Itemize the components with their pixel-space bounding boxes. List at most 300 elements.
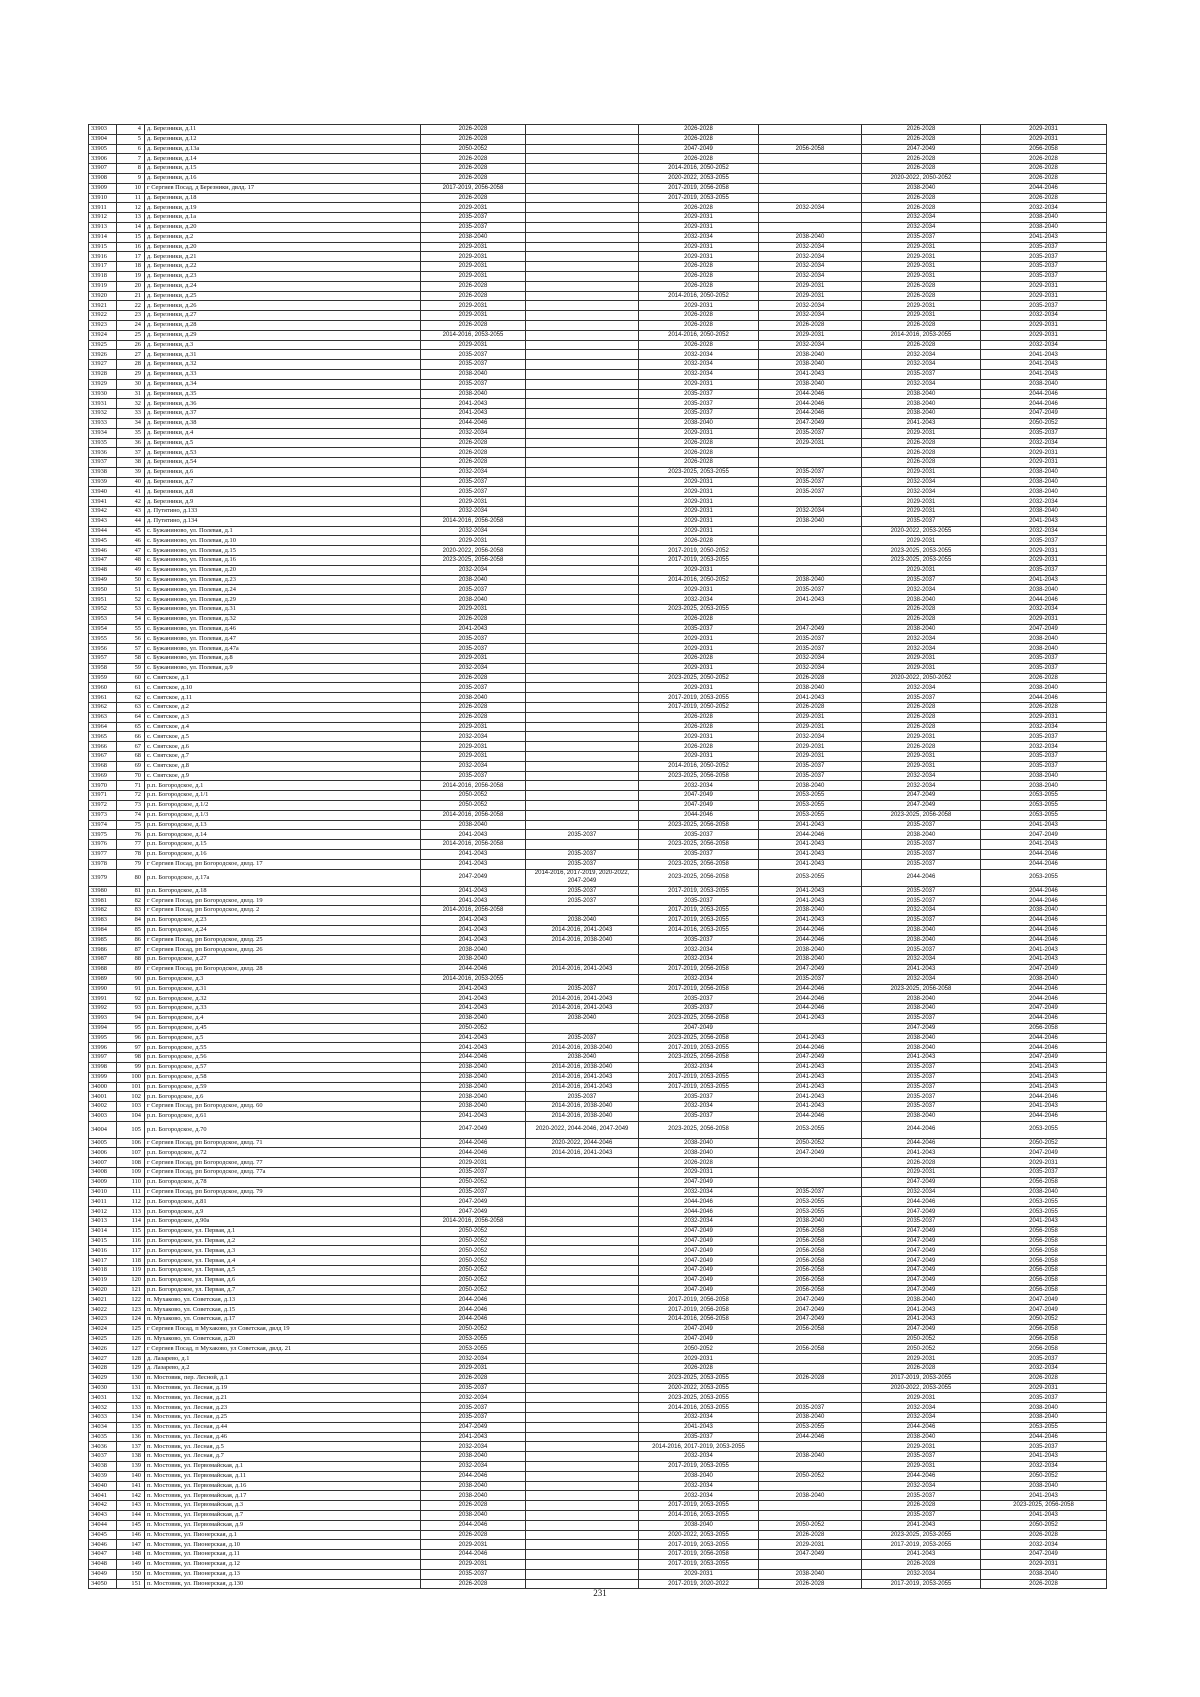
- period-5-cell: 2032-2034: [862, 955, 981, 965]
- record-id-cell: 33918: [89, 271, 117, 281]
- period-4-cell: [759, 1383, 862, 1393]
- period-4-cell: 2029-2031: [759, 281, 862, 291]
- period-3-cell: 2017-2019, 2056-2058: [639, 1550, 759, 1560]
- table-row: [89, 1364, 1107, 1374]
- period-2-cell: [526, 1432, 639, 1442]
- period-5-cell: 2038-2040: [862, 925, 981, 935]
- period-4-cell: 2044-2046: [759, 1004, 862, 1014]
- period-3-cell: 2035-2037: [639, 935, 759, 945]
- table-row: [89, 507, 1107, 517]
- row-number-cell: 55: [117, 624, 145, 634]
- address-cell: д. Березники, д.31: [145, 350, 421, 360]
- address-cell: п. Мостовик, ул. Пионерская, д.130: [145, 1579, 421, 1589]
- row-number-cell: 107: [117, 1148, 145, 1158]
- period-4-cell: 2032-2034: [759, 262, 862, 272]
- row-number-cell: 124: [117, 1315, 145, 1325]
- period-6-cell: 2044-2046: [981, 693, 1107, 703]
- period-5-cell: 2035-2037: [862, 849, 981, 859]
- record-id-cell: 33968: [89, 761, 117, 771]
- period-5-cell: 2029-2031: [862, 752, 981, 762]
- table-row: [89, 1452, 1107, 1462]
- period-1-cell: 2050-2052: [421, 1226, 526, 1236]
- period-1-cell: 2035-2037: [421, 222, 526, 232]
- table-row: [89, 935, 1107, 945]
- period-3-cell: 2017-2019, 2053-2055: [639, 1461, 759, 1471]
- period-2-cell: 2038-2040: [526, 1053, 639, 1063]
- period-1-cell: 2026-2028: [421, 125, 526, 135]
- period-4-cell: 2035-2037: [759, 644, 862, 654]
- address-cell: с. Бужаниново, ул. Полевая, д.16: [145, 556, 421, 566]
- address-cell: д. Березники, д.34: [145, 379, 421, 389]
- period-5-cell: 2038-2040: [862, 389, 981, 399]
- record-id-cell: 33999: [89, 1072, 117, 1082]
- address-cell: с. Святское, д.9: [145, 771, 421, 781]
- period-1-cell: 2041-2043: [421, 849, 526, 859]
- table-row: [89, 565, 1107, 575]
- record-id-cell: 34040: [89, 1481, 117, 1491]
- record-id-cell: 33919: [89, 281, 117, 291]
- period-5-cell: 2035-2037: [862, 1062, 981, 1072]
- period-4-cell: [759, 556, 862, 566]
- period-2-cell: [526, 330, 639, 340]
- period-2-cell: [526, 1540, 639, 1550]
- period-3-cell: 2032-2034: [639, 1102, 759, 1112]
- period-2-cell: [526, 1393, 639, 1403]
- table-row: [89, 1023, 1107, 1033]
- period-6-cell: 2044-2046: [981, 1092, 1107, 1102]
- period-5-cell: 2044-2046: [862, 869, 981, 886]
- table-row: [89, 614, 1107, 624]
- record-id-cell: 34020: [89, 1285, 117, 1295]
- period-1-cell: 2026-2028: [421, 1579, 526, 1589]
- period-4-cell: 2056-2058: [759, 1256, 862, 1266]
- address-cell: п. Мостовик, пер. Лесной, д.1: [145, 1373, 421, 1383]
- period-4-cell: 2041-2043: [759, 849, 862, 859]
- period-5-cell: 2020-2022, 2050-2052: [862, 673, 981, 683]
- table-row: [89, 1275, 1107, 1285]
- period-5-cell: 2032-2034: [862, 1481, 981, 1491]
- period-5-cell: 2038-2040: [862, 935, 981, 945]
- table-row: [89, 1569, 1107, 1579]
- record-id-cell: 34015: [89, 1236, 117, 1246]
- period-2-cell: [526, 800, 639, 810]
- period-3-cell: 2026-2028: [639, 742, 759, 752]
- table-row: [89, 1168, 1107, 1178]
- period-1-cell: 2050-2052: [421, 1285, 526, 1295]
- period-3-cell: 2047-2049: [639, 1256, 759, 1266]
- row-number-cell: 22: [117, 301, 145, 311]
- period-1-cell: 2014-2016, 2056-2058: [421, 840, 526, 850]
- period-2-cell: 2038-2040: [526, 1013, 639, 1023]
- period-6-cell: 2044-2046: [981, 896, 1107, 906]
- period-6-cell: 2032-2034: [981, 340, 1107, 350]
- address-cell: д. Березники, д.24: [145, 281, 421, 291]
- period-5-cell: 2026-2028: [862, 1364, 981, 1374]
- table-row: [89, 1413, 1107, 1423]
- record-id-cell: 33928: [89, 369, 117, 379]
- period-4-cell: 2029-2031: [759, 1540, 862, 1550]
- period-1-cell: 2026-2028: [421, 320, 526, 330]
- row-number-cell: 143: [117, 1501, 145, 1511]
- period-1-cell: 2044-2046: [421, 1520, 526, 1530]
- row-number-cell: 53: [117, 605, 145, 615]
- period-1-cell: 2041-2043: [421, 399, 526, 409]
- row-number-cell: 49: [117, 565, 145, 575]
- period-4-cell: 2029-2031: [759, 742, 862, 752]
- row-number-cell: 46: [117, 536, 145, 546]
- period-3-cell: 2026-2028: [639, 311, 759, 321]
- period-5-cell: 2026-2028: [862, 134, 981, 144]
- period-6-cell: 2038-2040: [981, 906, 1107, 916]
- row-number-cell: 54: [117, 614, 145, 624]
- table-row: [89, 330, 1107, 340]
- period-4-cell: 2038-2040: [759, 360, 862, 370]
- period-4-cell: 2032-2034: [759, 663, 862, 673]
- record-id-cell: 33993: [89, 1013, 117, 1023]
- period-3-cell: 2032-2034: [639, 595, 759, 605]
- period-3-cell: 2017-2019, 2053-2055: [639, 906, 759, 916]
- period-5-cell: 2035-2037: [862, 1013, 981, 1023]
- period-3-cell: 2014-2016, 2050-2052: [639, 575, 759, 585]
- period-5-cell: 2038-2040: [862, 1432, 981, 1442]
- period-3-cell: 2026-2028: [639, 203, 759, 213]
- table-row: [89, 840, 1107, 850]
- period-4-cell: [759, 565, 862, 575]
- period-3-cell: 2014-2016, 2053-2055: [639, 1510, 759, 1520]
- period-3-cell: 2047-2049: [639, 144, 759, 154]
- period-1-cell: 2035-2037: [421, 683, 526, 693]
- period-6-cell: 2035-2037: [981, 428, 1107, 438]
- period-6-cell: 2029-2031: [981, 134, 1107, 144]
- period-3-cell: 2017-2019, 2050-2052: [639, 546, 759, 556]
- period-2-cell: [526, 791, 639, 801]
- period-5-cell: 2035-2037: [862, 840, 981, 850]
- period-3-cell: 2035-2037: [639, 830, 759, 840]
- record-id-cell: 33977: [89, 849, 117, 859]
- address-cell: с. Святское, д.3: [145, 712, 421, 722]
- period-5-cell: 2035-2037: [862, 1082, 981, 1092]
- row-number-cell: 11: [117, 193, 145, 203]
- record-id-cell: 33927: [89, 360, 117, 370]
- address-cell: р.п. Богородское, д.17а: [145, 869, 421, 886]
- address-cell: с. Бужаниново, ул. Полевая, д.9: [145, 663, 421, 673]
- period-2-cell: [526, 712, 639, 722]
- period-6-cell: 2032-2034: [981, 497, 1107, 507]
- period-3-cell: 2038-2040: [639, 1148, 759, 1158]
- period-2-cell: [526, 301, 639, 311]
- row-number-cell: 151: [117, 1579, 145, 1589]
- period-5-cell: 2032-2034: [862, 1403, 981, 1413]
- row-number-cell: 57: [117, 644, 145, 654]
- period-6-cell: 2032-2034: [981, 1364, 1107, 1374]
- table-row: [89, 1295, 1107, 1305]
- period-4-cell: 2032-2034: [759, 732, 862, 742]
- period-3-cell: 2020-2022, 2053-2055: [639, 173, 759, 183]
- period-1-cell: 2026-2028: [421, 1501, 526, 1511]
- record-id-cell: 33904: [89, 134, 117, 144]
- record-id-cell: 33962: [89, 703, 117, 713]
- record-id-cell: 34049: [89, 1569, 117, 1579]
- period-3-cell: 2047-2049: [639, 800, 759, 810]
- address-cell: п. Мостовик, ул. Пионерская, д.12: [145, 1559, 421, 1569]
- period-4-cell: 2038-2040: [759, 781, 862, 791]
- period-3-cell: 2035-2037: [639, 624, 759, 634]
- period-2-cell: [526, 213, 639, 223]
- period-1-cell: 2050-2052: [421, 1236, 526, 1246]
- period-1-cell: 2038-2040: [421, 945, 526, 955]
- record-id-cell: 34009: [89, 1177, 117, 1187]
- period-1-cell: 2014-2016, 2056-2058: [421, 1217, 526, 1227]
- period-2-cell: [526, 203, 639, 213]
- period-1-cell: 2041-2043: [421, 1043, 526, 1053]
- period-6-cell: 2041-2043: [981, 1072, 1107, 1082]
- period-1-cell: 2014-2016, 2056-2058: [421, 516, 526, 526]
- period-5-cell: 2038-2040: [862, 1111, 981, 1121]
- period-4-cell: [759, 173, 862, 183]
- period-5-cell: 2029-2031: [862, 311, 981, 321]
- record-id-cell: 33926: [89, 350, 117, 360]
- period-6-cell: 2056-2058: [981, 1226, 1107, 1236]
- period-1-cell: 2038-2040: [421, 1491, 526, 1501]
- row-number-cell: 115: [117, 1226, 145, 1236]
- period-3-cell: 2017-2019, 2053-2055: [639, 1540, 759, 1550]
- address-cell: г Сергиев Посад, рп Богородское, двлд. 71: [145, 1138, 421, 1148]
- period-2-cell: [526, 428, 639, 438]
- period-3-cell: 2023-2025, 2050-2052: [639, 673, 759, 683]
- period-1-cell: 2041-2043: [421, 1004, 526, 1014]
- address-cell: р.п. Богородское, д.57: [145, 1062, 421, 1072]
- period-2-cell: [526, 1364, 639, 1374]
- period-2-cell: [526, 1491, 639, 1501]
- table-row: [89, 703, 1107, 713]
- table-row: [89, 1285, 1107, 1295]
- record-id-cell: 34016: [89, 1246, 117, 1256]
- period-6-cell: 2035-2037: [981, 252, 1107, 262]
- period-1-cell: 2041-2043: [421, 624, 526, 634]
- period-5-cell: 2029-2031: [862, 565, 981, 575]
- address-cell: р.п. Богородское, д.24: [145, 925, 421, 935]
- period-2-cell: [526, 974, 639, 984]
- address-cell: р.п. Богородское, д.23: [145, 915, 421, 925]
- record-id-cell: 33908: [89, 173, 117, 183]
- period-4-cell: 2053-2055: [759, 1121, 862, 1138]
- row-number-cell: 65: [117, 722, 145, 732]
- period-4-cell: 2038-2040: [759, 906, 862, 916]
- period-3-cell: 2029-2031: [639, 585, 759, 595]
- period-1-cell: 2038-2040: [421, 1092, 526, 1102]
- period-2-cell: [526, 1344, 639, 1354]
- address-cell: п. Мостовик, ул. Пионерская, д.1: [145, 1530, 421, 1540]
- period-4-cell: 2029-2031: [759, 712, 862, 722]
- period-2-cell: [526, 399, 639, 409]
- period-2-cell: [526, 1550, 639, 1560]
- period-3-cell: 2023-2025, 2056-2058: [639, 869, 759, 886]
- period-1-cell: 2032-2034: [421, 467, 526, 477]
- period-1-cell: 2029-2031: [421, 1158, 526, 1168]
- period-3-cell: 2029-2031: [639, 477, 759, 487]
- period-5-cell: 2029-2031: [862, 1393, 981, 1403]
- row-number-cell: 8: [117, 164, 145, 174]
- period-1-cell: 2053-2055: [421, 1334, 526, 1344]
- table-row: [89, 984, 1107, 994]
- period-3-cell: 2038-2040: [639, 1520, 759, 1530]
- period-2-cell: [526, 154, 639, 164]
- row-number-cell: 126: [117, 1334, 145, 1344]
- table-row: [89, 810, 1107, 820]
- period-3-cell: 2038-2040: [639, 418, 759, 428]
- record-id-cell: 34033: [89, 1413, 117, 1423]
- period-4-cell: 2038-2040: [759, 1569, 862, 1579]
- period-3-cell: 2026-2028: [639, 320, 759, 330]
- period-4-cell: 2026-2028: [759, 320, 862, 330]
- record-id-cell: 33938: [89, 467, 117, 477]
- address-cell: р.п. Богородское, д.72: [145, 1148, 421, 1158]
- table-row: [89, 1033, 1107, 1043]
- period-4-cell: [759, 1510, 862, 1520]
- period-4-cell: 2056-2058: [759, 1236, 862, 1246]
- period-1-cell: 2029-2031: [421, 1540, 526, 1550]
- address-cell: р.п. Богородское, д.61: [145, 1111, 421, 1121]
- address-cell: г Сергиев Посад, рп Богородское, двлд. 79: [145, 1187, 421, 1197]
- period-5-cell: 2047-2049: [862, 1236, 981, 1246]
- period-1-cell: 2026-2028: [421, 173, 526, 183]
- record-id-cell: 33979: [89, 869, 117, 886]
- record-id-cell: 34046: [89, 1540, 117, 1550]
- period-6-cell: 2038-2040: [981, 1569, 1107, 1579]
- record-id-cell: 34012: [89, 1207, 117, 1217]
- period-5-cell: 2044-2046: [862, 1197, 981, 1207]
- period-3-cell: 2023-2025, 2056-2058: [639, 771, 759, 781]
- table-row: [89, 477, 1107, 487]
- record-id-cell: 33992: [89, 1004, 117, 1014]
- period-6-cell: 2056-2058: [981, 1023, 1107, 1033]
- table-row: [89, 1471, 1107, 1481]
- period-3-cell: 2035-2037: [639, 1004, 759, 1014]
- period-2-cell: [526, 497, 639, 507]
- period-5-cell: 2026-2028: [862, 712, 981, 722]
- period-5-cell: 2047-2049: [862, 1256, 981, 1266]
- period-5-cell: 2035-2037: [862, 915, 981, 925]
- period-5-cell: 2029-2031: [862, 467, 981, 477]
- period-3-cell: 2029-2031: [639, 507, 759, 517]
- period-4-cell: [759, 1501, 862, 1511]
- period-3-cell: 2023-2025, 2053-2055: [639, 467, 759, 477]
- row-number-cell: 128: [117, 1354, 145, 1364]
- record-id-cell: 34048: [89, 1559, 117, 1569]
- table-row: [89, 281, 1107, 291]
- address-cell: г Сергиев Посад, д Березники, двлд. 17: [145, 183, 421, 193]
- period-1-cell: 2038-2040: [421, 595, 526, 605]
- period-4-cell: 2047-2049: [759, 1550, 862, 1560]
- period-2-cell: [526, 1481, 639, 1491]
- period-5-cell: 2029-2031: [862, 1461, 981, 1471]
- period-3-cell: 2029-2031: [639, 213, 759, 223]
- row-number-cell: 89: [117, 964, 145, 974]
- record-id-cell: 33983: [89, 915, 117, 925]
- period-3-cell: 2026-2028: [639, 722, 759, 732]
- period-1-cell: 2047-2049: [421, 1207, 526, 1217]
- period-1-cell: 2050-2052: [421, 1256, 526, 1266]
- period-2-cell: [526, 605, 639, 615]
- period-1-cell: 2050-2052: [421, 1177, 526, 1187]
- record-id-cell: 33916: [89, 252, 117, 262]
- address-cell: п. Мостовик, ул. Лесная, д.25: [145, 1413, 421, 1423]
- address-cell: д. Березники, д.36: [145, 399, 421, 409]
- row-number-cell: 70: [117, 771, 145, 781]
- period-5-cell: 2029-2031: [862, 654, 981, 664]
- period-2-cell: [526, 173, 639, 183]
- record-id-cell: 34030: [89, 1383, 117, 1393]
- period-1-cell: 2026-2028: [421, 438, 526, 448]
- period-4-cell: [759, 1023, 862, 1033]
- period-4-cell: 2044-2046: [759, 935, 862, 945]
- period-1-cell: 2020-2022, 2056-2058: [421, 546, 526, 556]
- row-number-cell: 88: [117, 955, 145, 965]
- period-1-cell: 2035-2037: [421, 213, 526, 223]
- period-2-cell: 2035-2037: [526, 886, 639, 896]
- period-5-cell: 2047-2049: [862, 800, 981, 810]
- row-number-cell: 137: [117, 1442, 145, 1452]
- period-5-cell: 2047-2049: [862, 1324, 981, 1334]
- period-5-cell: 2020-2022, 2053-2055: [862, 526, 981, 536]
- row-number-cell: 146: [117, 1530, 145, 1540]
- period-5-cell: 2035-2037: [862, 1217, 981, 1227]
- period-6-cell: 2032-2034: [981, 1540, 1107, 1550]
- period-6-cell: 2056-2058: [981, 144, 1107, 154]
- period-6-cell: 2035-2037: [981, 761, 1107, 771]
- address-cell: д. Березники, д.27: [145, 311, 421, 321]
- table-row: [89, 974, 1107, 984]
- period-1-cell: 2041-2043: [421, 915, 526, 925]
- period-1-cell: 2026-2028: [421, 164, 526, 174]
- record-id-cell: 34026: [89, 1344, 117, 1354]
- address-cell: р.п. Богородское, ул. Первая, д.2: [145, 1236, 421, 1246]
- period-5-cell: 2041-2043: [862, 418, 981, 428]
- address-cell: д. Березники, д.38: [145, 418, 421, 428]
- period-3-cell: 2029-2031: [639, 1168, 759, 1178]
- period-2-cell: [526, 1334, 639, 1344]
- period-6-cell: 2044-2046: [981, 925, 1107, 935]
- row-number-cell: 135: [117, 1422, 145, 1432]
- period-1-cell: 2032-2034: [421, 507, 526, 517]
- period-5-cell: 2032-2034: [862, 906, 981, 916]
- address-cell: с. Бужаниново, ул. Полевая, д.31: [145, 605, 421, 615]
- period-3-cell: 2035-2037: [639, 994, 759, 1004]
- period-6-cell: 2041-2043: [981, 955, 1107, 965]
- table-row: [89, 1207, 1107, 1217]
- period-5-cell: 2032-2034: [862, 213, 981, 223]
- period-6-cell: 2023-2025, 2056-2058: [981, 1501, 1107, 1511]
- period-3-cell: 2044-2046: [639, 1197, 759, 1207]
- row-number-cell: 77: [117, 840, 145, 850]
- period-4-cell: 2041-2043: [759, 886, 862, 896]
- period-1-cell: 2029-2031: [421, 242, 526, 252]
- row-number-cell: 4: [117, 125, 145, 135]
- period-5-cell: 2038-2040: [862, 1033, 981, 1043]
- row-number-cell: 59: [117, 663, 145, 673]
- period-4-cell: 2056-2058: [759, 1246, 862, 1256]
- address-cell: г Сергиев Посад, рп Богородское, двлд. 26: [145, 945, 421, 955]
- period-4-cell: [759, 1177, 862, 1187]
- period-3-cell: 2014-2016, 2056-2058: [639, 1315, 759, 1325]
- period-6-cell: 2050-2052: [981, 418, 1107, 428]
- period-3-cell: 2017-2019, 2053-2055: [639, 193, 759, 203]
- period-5-cell: 2026-2028: [862, 193, 981, 203]
- period-2-cell: [526, 281, 639, 291]
- period-5-cell: 2026-2028: [862, 458, 981, 468]
- period-6-cell: 2035-2037: [981, 242, 1107, 252]
- period-2-cell: 2014-2016, 2038-2040: [526, 1062, 639, 1072]
